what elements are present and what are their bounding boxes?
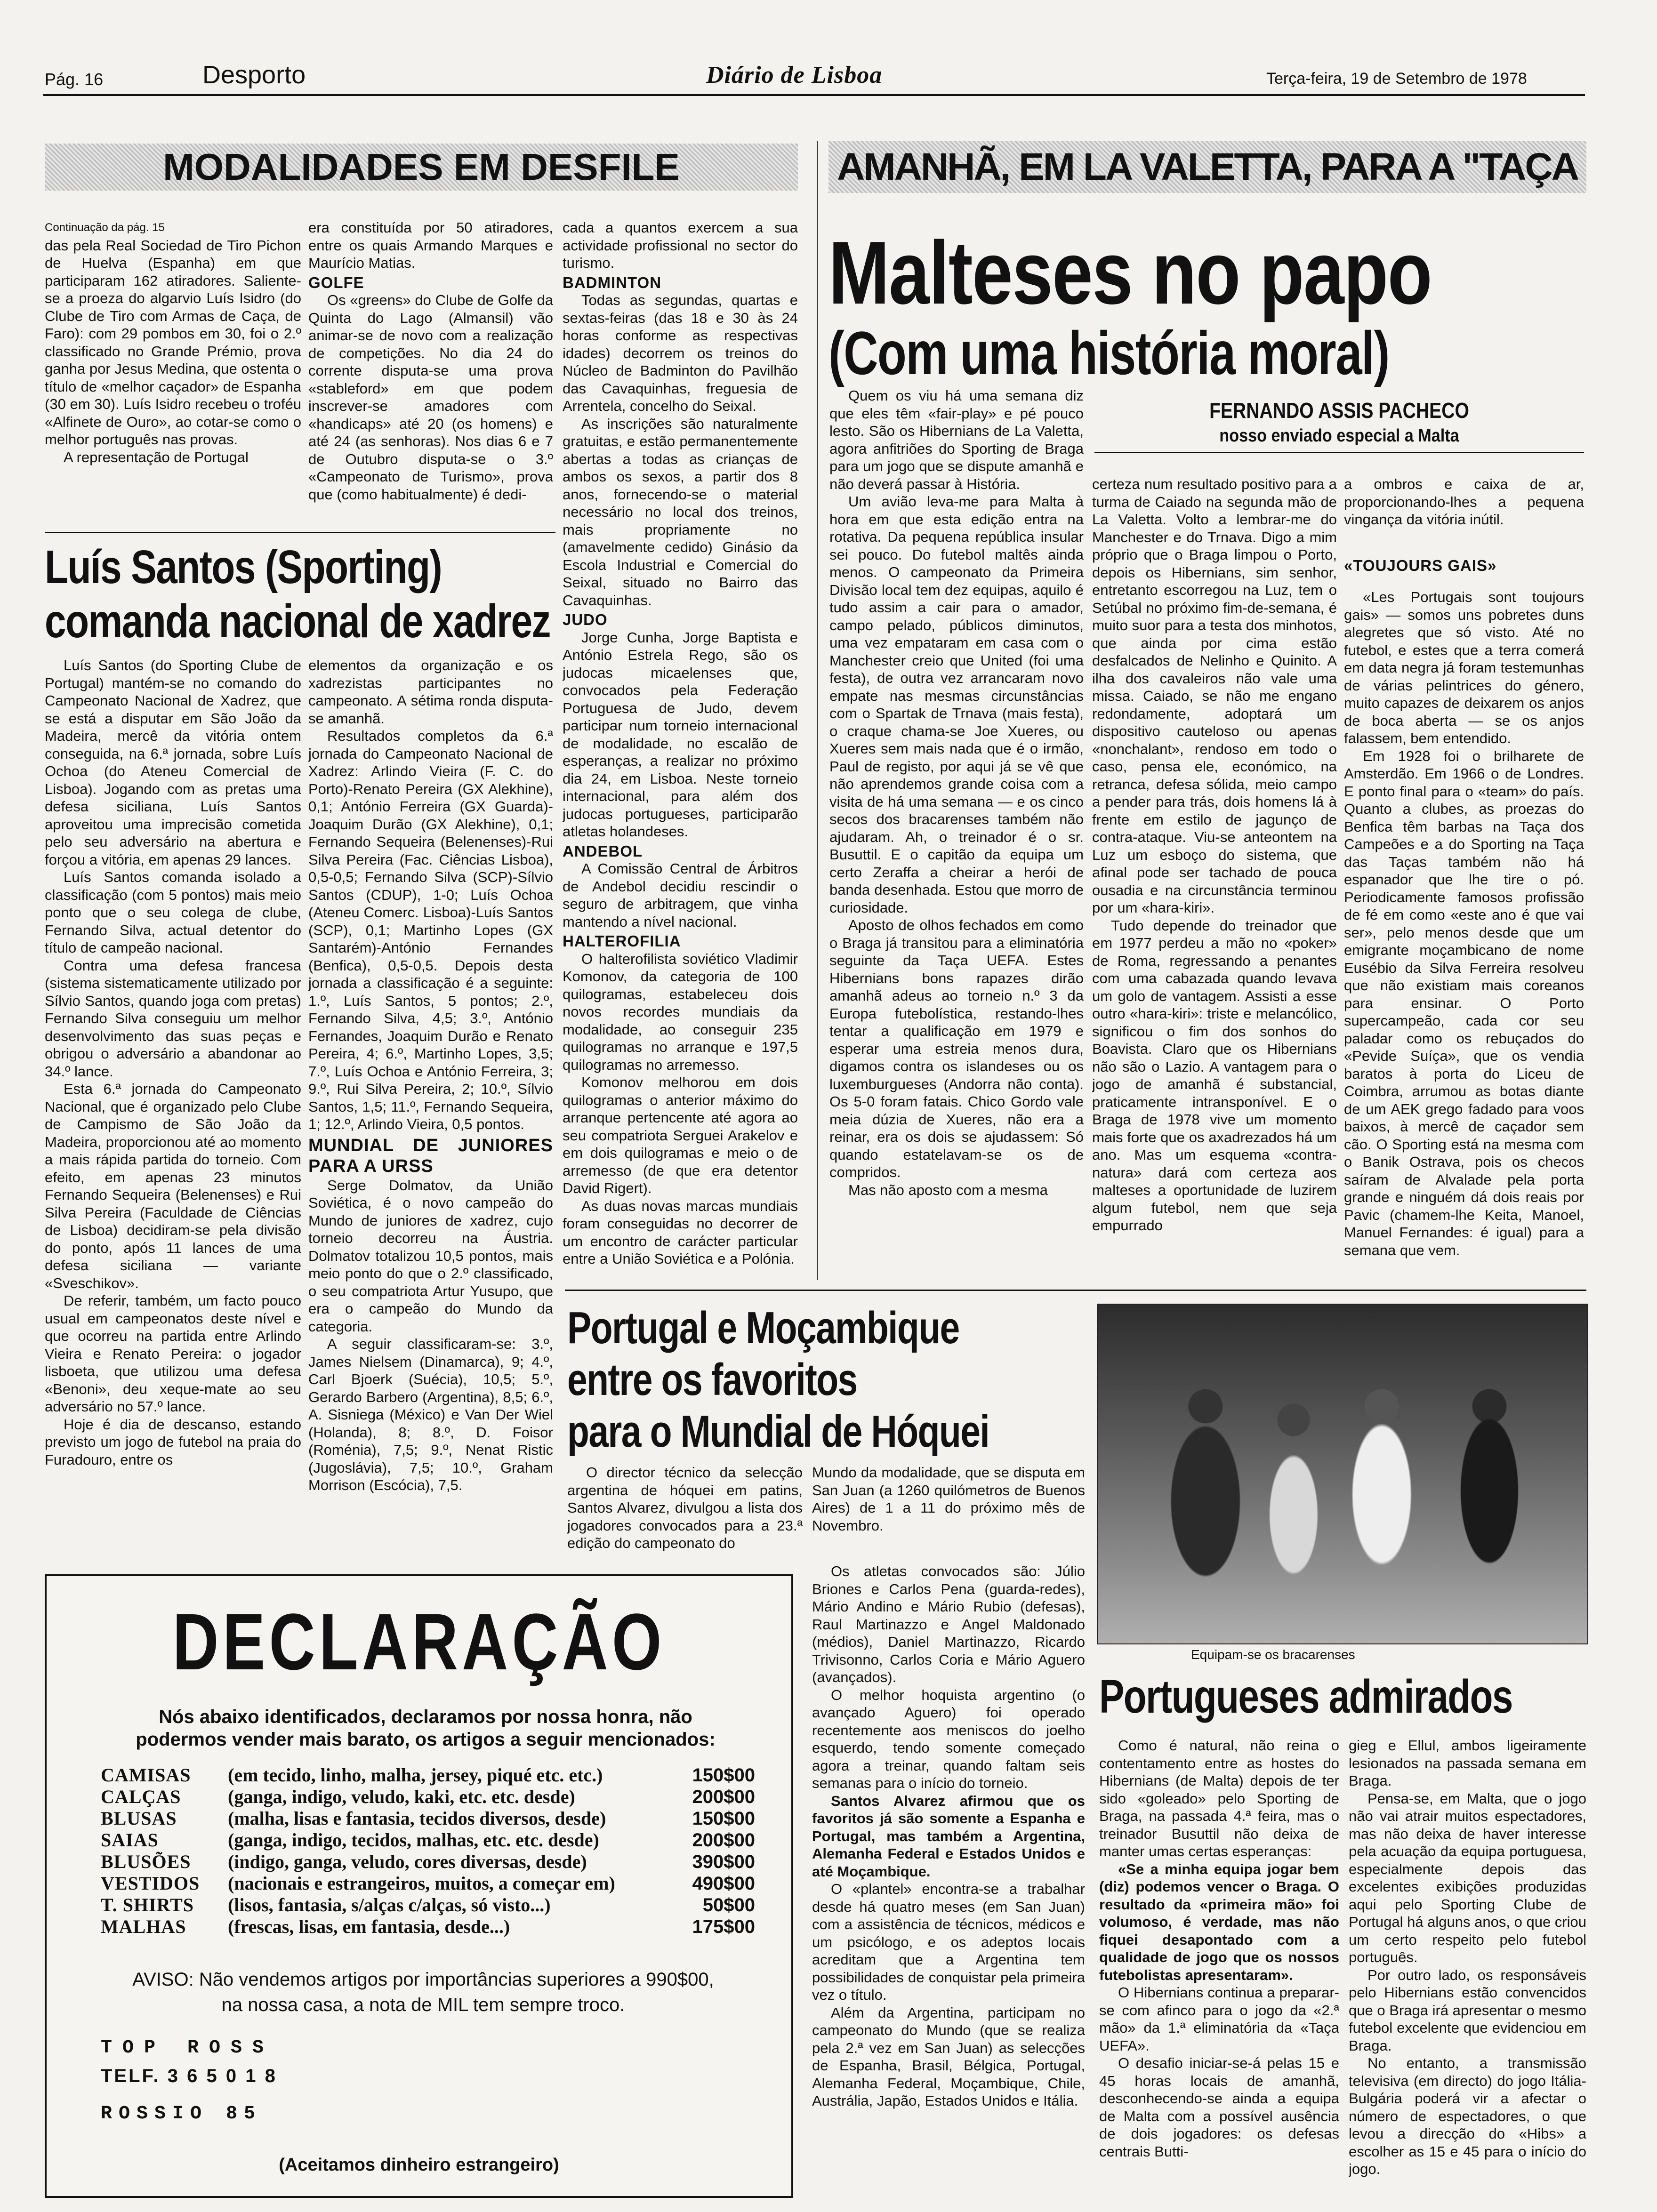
- item-name: SAIAS: [101, 1829, 159, 1851]
- paragraph: «Se a minha equipa jogar bem (diz) podemos vencer o Braga. O resultado da «primeira mão» foi volumoso, é verdade, mas não fiquei desapontado com a qualidade de jogo que os nossos futebolistas apresentaram».: [1099, 1860, 1339, 1983]
- paragraph: Jorge Cunha, Jorge Baptista e António Estrela Rego, são os judocas micaelenses que, convocados pela Federação Portuguesa de Judo, devem participar num torneio internacional de modalidade, no escalão de esperanças, a realizar no próximo dia 24, em Lisboa. Neste torneio internacional, para além dos judocas portugueses, participarão atletas holandeses.: [563, 629, 798, 840]
- paragraph: As inscrições são naturalmente gratuitas, e estão permanentemente abertas a todas as crianças de ambos os sexos, a partir dos 8 anos, fornecendo-se o material necessário no local dos treinos, mais propriamente no (amavelmente cedido) Ginásio da Escola Industrial e Comercial do Seixal, situado no Bairro das Cavaquinhas.: [563, 415, 798, 609]
- ad-price-list: [101, 1764, 769, 1938]
- toujours-gais-title: «TOUJOURS GAIS»: [1344, 556, 1497, 574]
- hoquei-col: [812, 1563, 1085, 2198]
- divider: [565, 1290, 1586, 1291]
- paragraph: Serge Dolmatov, da União Soviética, é o novo campeão do Mundo de juniores de xadrez, cujo torneio decorreu na Áustria. Dolmatov totalizou 10,5 pontos, mais meio ponto do que o 2.º classificado, o seu compatriota Artur Yusupo, que era o campeão do Mundo da categoria.: [308, 1177, 553, 1335]
- photo-caption: Equipam-se os bracarenses: [1191, 1647, 1355, 1662]
- paragraph: das pela Real Sociedad de Tiro Pichon de Huelva (Espanha) em que participaram 162 atiradores. Saliente-se a proeza do algarvio Luís Isidro (do Clube de Tiro com Armas de Caça, de Faro): com 29 pombos em 30, foi o 2.º classificado no Grande Prémio, prova ganha por Jesus Medina, que ostenta o título de «melhor caçador» de Espanha (30 em 30). Luís Isidro recebeu o troféu «Alfinete de Ouro», ao cotar-se como o melhor português nas provas.: [45, 237, 301, 448]
- hoquei-headline-1: Portugal e Moçambique: [567, 1303, 959, 1353]
- paragraph: Quem os viu há uma semana diz que eles têm «fair-play» e pé pouco lesto. São os Hibernians de La Valetta, agora anfitriões do Sporting de Braga para um jogo que se dispute amanhã e não deverá passar à História.: [829, 387, 1084, 492]
- item-name: BLUSAS: [101, 1808, 177, 1829]
- paragraph: Além da Argentina, participam no campeonato do Mundo (que se realiza pela 2.ª vez em San Juan) as selecções de Espanha, Brasil, Bélgica, Portugal, Alemanha Federal, Moçambique, Chile, Austrália, Japão, Estados Unidos e Itália.: [812, 2004, 1085, 2109]
- ad-intro: Nós abaixo identificados, declaramos por nossa honra, não podermos vender mais barato, os artigos a seguir mencionados:: [136, 1707, 716, 1750]
- malta-col2: [1092, 475, 1337, 1280]
- team-photo: [1097, 1304, 1588, 1644]
- item-desc: (indigo, ganga, veludo, cores diversas, desde): [228, 1851, 587, 1872]
- item-desc: (ganga, indigo, veludo, kaki, etc. etc. desde): [228, 1786, 575, 1807]
- masthead: Diário de Lisboa: [706, 62, 883, 88]
- mundial-juniores-title: MUNDIAL DE JUNIORES PARA A URSS: [308, 1135, 553, 1176]
- paragraph: O desafio iniciar-se-á pelas 15 e 45 horas locais de amanhã, desconhecendo-se ainda a equipa de Malta com a possível ausência de dois jogadores: os defesas centrais Butti-: [1099, 2055, 1339, 2160]
- xadrez-col1: [45, 657, 301, 1570]
- paragraph: era constituída por 50 atiradores, entre os quais Armando Marques e Maurício Matias.: [308, 219, 553, 271]
- paragraph: Mas não aposto com a mesma: [848, 1181, 1048, 1198]
- hoquei-lead-col1: [567, 1464, 803, 1563]
- judo-title: JUDO: [563, 611, 608, 628]
- paragraph: O halterofilista soviético Vladimir Komonov, da categoria de 100 quilogramas, estabeleceu dois novos recordes mundiais da modalidade, ao conseguir 235 quilogramas no arranque e 197,5 quilogramas no arremesso.: [563, 950, 798, 1073]
- paragraph: Os «greens» do Clube de Golfe da Quinta do Lago (Almansil) vão animar-se de novo com a realização de competições. No dia 24 do corrente disputa-se uma prova «stableford» em que podem inscrever-se amadores com «handicaps» até 20 (os homens) e até 24 (as senhoras). Nos dias 6 e 7 de Outubro disputa-se o 3.º «Campeonato de Turismo», prova que (como habitualmente) é dedi-: [308, 292, 553, 503]
- paragraph: Luís Santos (do Sporting Clube de Portugal) mantém-se no comando do Campeonato Nacional de Xadrez, que se está a disputar em São João da Madeira, mercê da vitória ontem conseguida, na 6.ª jornada, sobre Luís Ochoa (do Ateneu Comercial de Lisboa). Jogando com as pretas uma defesa siciliana, Luís Santos aproveitou uma imprecisão cometida pelo seu adversário na abertura e forçou a vitória, em apenas 29 lances.: [45, 657, 301, 868]
- paragraph: «Les Portugais sont toujours gais» — somos uns pobretes duns alegretes que só visto. Até no futebol, e estes que a terra comerá em data negra já foram testemunhas de várias pelintrices do género, muito capazes de deixarem os anjos de boca aberta — se os anjos falassem, bem entendido.: [1344, 589, 1584, 746]
- paragraph: De referir, também, um facto pouco usual em campeonatos deste nível e que ocorreu na partida entre Arlindo Vieira e Renato Pereira: o jogador lisboeta, que utilizou uma defesa «Benoni», deu xeque-mate ao seu adversário no 57.º lance.: [45, 1292, 301, 1415]
- paragraph: Tudo depende do treinador que em 1977 perdeu a mão no «poker» de Roma, regressando a penantes com uma cabazada quando levava um golo de vantagem. Assisti a esse outro «hara-kiri»: triste e melancólico, significou o fim dos sonhos do Boavista. Claro que os Hibernians não são o Lazio. A vantagem para o jogo de amanhã é substancial, praticamente intransponível. E o Braga de 1978 vive um momento mais forte que os axadrezados há um ano. Mas um esquema «contra-natura» dará com certeza aos malteses a oportunidade de luzirem algum futebol, nem que seja empurrado: [1092, 917, 1337, 1234]
- item-desc: (ganga, indigo, tecidos, malhas, etc. etc. desde): [228, 1829, 599, 1851]
- paragraph: Resultados completos da 6.ª jornada do Campeonato Nacional de Xadrez: Arlindo Vieira (F. C. do Porto)-Renato Pereira (GX Alekhine), 0,1; António Ferreira (GX Guarda)-Joaquim Durão (GX Alekhine), 0,1; Fernando Sequeira (Belenenses)-Rui Silva Pereira (Fac. Ciências Lisboa), 0,5-0,5; Fernando Silva (SCP)-Sílvio Santos (CDUP), 1-0; Luís Ochoa (Ateneu Comerc. Lisboa)-Luís Santos (SCP), 0,1; Martinho Lopes (GX Santarém)-António Fernandes (Benfica), 0,5-0,5. Depois desta jornada a classificação é a seguinte: 1.º, Luís Santos, 5 pontos; 2.º, Fernando Silva, 4,5; 3.º, António Fernandes, Joaquim Durão e Renato Pereira, 4; 6.º, Martinho Lopes, 3,5; 7.º, Luís Ochoa e António Ferreira, 3; 9.º, Rui Silva Pereira, 2; 10.º, Sílvio Santos, 1,5; 11.º, Fernando Sequeira, 1; 12.º, Arlindo Vieira, 0,5 pontos.: [308, 728, 553, 1132]
- xadrez-headline-2: comanda nacional de xadrez: [45, 595, 550, 648]
- item-desc: (malha, lisas e fantasia, tecidos diversos, desde): [228, 1808, 606, 1829]
- paragraph: elementos da organização e os xadrezistas participantes no campeonato. A sétima ronda disputa-se amanhã.: [308, 657, 553, 727]
- ad-phone: TELF. 3 6 5 0 1 8: [101, 2066, 277, 2086]
- portugueses-col2: [1349, 1737, 1586, 2203]
- ad-item: [101, 1764, 769, 1786]
- hoquei-headline-3: para o Mundial de Hóquei: [567, 1406, 989, 1457]
- modalidades-col1: [45, 219, 301, 529]
- ad-address: ROSSIO 85: [101, 2103, 262, 2124]
- modalidades-banner: MODALIDADES EM DESFILE: [45, 144, 798, 191]
- item-name: CAMISAS: [101, 1764, 191, 1786]
- paragraph: Komonov melhorou em dois quilogramas o anterior máximo do arranque pertencente até agora ao seu compatriota Serguei Arakelov e em dois quilogramas e meio o de arremesso (de que era detentor David Rigert).: [563, 1074, 798, 1196]
- continuation-note: Continuação da pág. 15: [45, 221, 165, 234]
- paragraph: Pensa-se, em Malta, que o jogo não vai atrair muitos espectadores, mas não deixa de haver interesse pela acuação da equipa portuguesa, especialmente depois das excelentes exibições produzidas aqui pelo Sporting Clube de Portugal há alguns anos, o que criou um certo respeito pelo futebol português.: [1349, 1790, 1586, 1965]
- item-name: T. SHIRTS: [101, 1894, 194, 1915]
- column-divider: [817, 141, 818, 1280]
- paragraph: A representação de Portugal: [64, 449, 249, 465]
- ad-aviso: AVISO: Não vendemos artigos por importâncias superiores a 990$00, na nossa casa, a nota de MIL tem sempre troco.: [132, 1969, 714, 2015]
- ad-item: [101, 1829, 769, 1851]
- ad-item: [101, 1808, 769, 1829]
- paragraph: Em 1928 foi o brilharete de Amsterdão. Em 1966 o de Londres. E ponto final para o «team» do país. Quanto a clubes, as proezas do Benfica têm barbas na Taça dos Campeões e a do Sporting na Taça das Taças também não há espanador que lhe tire o pó. Periodicamente famosos profissão de fé em como «este ano é que vai ser», pelo menos desde que um emigrante moçambicano de nome Eusébio da Silva Ferreira resolveu que não existiam mais coreanos para ensinar. O Porto supercampeão, cada cor seu paladar como os rebuçados do «Pevide Suíça», que os vendia baratos à porta do Liceu de Coimbra, arrumou as botas diante de um AEK grego fadado para voos baixos, à mercê de caçador sem cão. O Sporting está na mesma com o Banik Ostrava, pois os checos saíram de Alvalade pela porta grande e ninguém dá dois reais por Pavic (chamem-lhe Keita, Manoel, Manuel Fernandes: é igual) para a semana que vem.: [1344, 747, 1584, 1258]
- divider: [45, 532, 555, 533]
- modalidades-col3: [563, 219, 798, 1287]
- paragraph: a ombros e caixa de ar, proporcionando-lhes a pequena vingança da vitória inútil.: [1344, 476, 1584, 528]
- ad-title: DECLARAÇÃO: [172, 1597, 666, 1687]
- byline-sub: nosso enviado especial a Malta: [1219, 426, 1459, 446]
- paragraph: cada a quantos exercem a sua actividade profissional no sector do turismo.: [563, 219, 798, 271]
- item-desc: (nacionais e estrangeiros, muitos, a começar em): [228, 1873, 615, 1894]
- paragraph: Como é natural, não reina o contentamento entre as hostes do Hibernians (de Malta) depois de ter sido «goleado» pelo Sporting de Braga, na passada 4.ª feira, mas o treinador Busuttil não deixa de manter umas certas esperanças:: [1099, 1737, 1339, 1859]
- ad-item: [101, 1873, 769, 1894]
- item-price: 390$00: [692, 1851, 755, 1872]
- item-price: 150$00: [692, 1765, 755, 1786]
- golfe-title: GOLFE: [308, 273, 364, 291]
- paragraph: O «plantel» encontra-se a trabalhar desde há quatro meses (em San Juan) com a assistência de técnicos, médicos e um psicólogo, e os adeptos locais acreditam que a Argentina tem possibilidades de conquistar pela primeira vez o título.: [812, 1881, 1085, 2003]
- malta-headline-1: Malteses no papo: [828, 223, 1432, 323]
- item-price: 200$00: [692, 1787, 755, 1807]
- badminton-title: BADMINTON: [563, 273, 662, 291]
- section-name: Desporto: [202, 61, 306, 89]
- item-price: 50$00: [702, 1895, 755, 1915]
- paragraph: gieg e Ellul, ambos ligeiramente lesionados na passada semana em Braga.: [1349, 1737, 1586, 1789]
- item-price: 490$00: [692, 1873, 755, 1894]
- paragraph: O Hibernians continua a preparar-se com afinco para o jogo da «2.ª mão» da 1.ª eliminatória da «Taça UEFA».: [1099, 1984, 1339, 2054]
- item-price: 175$00: [692, 1916, 755, 1937]
- portugueses-col1: [1099, 1737, 1339, 2203]
- xadrez-headline-1: Luís Santos (Sporting): [45, 541, 442, 593]
- byline: FERNANDO ASSIS PACHECO: [1209, 398, 1469, 423]
- item-name: MALHAS: [101, 1916, 186, 1937]
- paragraph: O director técnico da selecção argentina de hóquei em patins, Santos Alvarez, divulgou a lista dos jogadores convocados para a 23.ª edição do campeonato do: [567, 1464, 803, 1551]
- paragraph: Todas as segundas, quartas e sextas-feiras (das 18 e 30 às 24 horas conforme as respectivas idades) decorrem os treinos do Núcleo de Badminton do Pavilhão das Cavaquinhas, freguesia de Arrentela, concelho do Seixal.: [563, 292, 798, 414]
- paragraph: Aposto de olhos fechados em como o Braga já transitou para a eliminatória seguinte da Taça UEFA. Estes Hibernians bons rapazes dirão amanhã adeus ao torneio n.º 3 da Europa futebolística, restando-lhes tentar a qualificação em 1979 e esperar uma estreia menos dura, digamos contra os islandeses ou os luxemburgueses (Andorra não conta). Os 5-0 foram fatais. Chico Gordo vale meia dúzia de Xueres, não era a reinar, era os dois se ajudassem: Só quando estatelavam-se os de compridos.: [829, 917, 1084, 1180]
- ad-item: [101, 1916, 769, 1938]
- andebol-title: ANDEBOL: [563, 842, 643, 860]
- malta-banner: AMANHÃ, EM LA VALETTA, PARA A "TAÇA: [828, 141, 1586, 193]
- item-desc: (frescas, lisas, em fantasia, desde...): [228, 1916, 510, 1937]
- item-name: CALÇAS: [101, 1786, 181, 1807]
- item-desc: (em tecido, linho, malha, jersey, piqué etc. etc.): [228, 1764, 603, 1786]
- header-rule: [43, 94, 1585, 96]
- paragraph: A Comissão Central de Árbitros de Andebol decidiu rescindir o seguro de arbitragem, que vinha mantendo a nível nacional.: [563, 860, 798, 930]
- paragraph: Um avião leva-me para Malta à hora em que esta edição entra na rotativa. Da pequena república insular sei pouco. Do futebol maltês ainda menos. O campeonato da Primeira Divisão local tem dez equipas, aquilo é tudo assim a cair para o amador, campo pelado, públicos diminutos, uma vez empataram em casa com o Manchester creio que United (foi uma festa), de outra vez arrancaram novo empate nas mesmas circunstâncias com o Spartak de Trnava (mais festa), o craque chama-se Joe Xueres, ou Xueres sem mais nada que é o irmão, Paul de registo, por aqui já se vê que não aprendemos grande coisa com a visita de há uma semana — e os cinco secos dos bracarenses também não ajudaram. Ah, o treinador é o sr. Busuttil. E o capitão da equipa um certo Zeraffa a cheirar a herói de banda desenhada. Estou que morro de curiosidade.: [829, 493, 1084, 916]
- hoquei-headline-2: entre os favoritos: [567, 1354, 857, 1405]
- ad-item: [101, 1894, 769, 1916]
- xadrez-col2: [308, 657, 553, 1570]
- ad-item: [101, 1851, 769, 1873]
- paragraph: Santos Alvarez afirmou que os favoritos já são somente a Espanha e Portugal, mas também a Argentina, Alemanha Federal e Estados Unidos e até Moçambique.: [812, 1792, 1085, 1880]
- malta-col3: [1344, 475, 1584, 1280]
- ad-shop-name: TOP ROSS: [101, 2037, 274, 2059]
- issue-date: Terça-feira, 19 de Setembro de 1978: [1266, 70, 1527, 88]
- byline-rule: [1094, 452, 1584, 453]
- ad-footer: (Aceitamos dinheiro estrangeiro): [279, 2155, 559, 2175]
- paragraph: Mundo da modalidade, que se disputa em San Juan (a 1260 quilómetros de Buenos Aires) de 1 a 11 do próximo mês de Novembro.: [812, 1464, 1085, 1534]
- paragraph: Por outro lado, os responsáveis pelo Hibernians estão convencidos que o Braga irá apresentar o mesmo futebol excelente que evidenciou em Braga.: [1349, 1966, 1586, 2054]
- declaracao-ad: [45, 1574, 793, 2198]
- paragraph: Os atletas convocados são: Júlio Briones e Carlos Pena (guarda-redes), Mário Andino e Mário Rubio (defesas), Raul Martinazzo e Angel Maldonado (médios), Daniel Martinazzo, Ricardo Trivisonno, Carlos Coria e Mário Aguero (avançados).: [812, 1563, 1085, 1685]
- portugueses-headline: Portugueses admirados: [1099, 1670, 1512, 1723]
- hoquei-lead-col2: [812, 1464, 1085, 1563]
- malta-col1: [829, 387, 1084, 1281]
- paragraph: certeza num resultado positivo para a turma de Caiado na segunda mão de La Valetta. Volto a lembrar-me do Manchester e do Trnava. Digo a mim próprio que o Braga limpou o Porto, depois os Hibernians, sim senhor, entretanto escorregou na Luz, tem o Setúbal no próximo fim-de-semana, é muito suor para a testa dos minhotos, que ainda por cima estão desfalcados de Nelinho e Quinito. A ilha dos cavaleiros não vale uma missa. Caiado, se não me engano redondamente, adoptará um dispositivo cauteloso ou apenas «nonchalant», rendoso em todo o caso, pensa ele, económico, na retranca, defesa sólida, meio campo a pender para trás, dois homens lá à frente em estilo de jagunço de contra-ataque. Viu-se anteontem na Luz um esboço do sistema, que afinal pode ser tachado de pouca ousadia e na circunstância terminou por um «hara-kiri».: [1092, 476, 1337, 916]
- paragraph: No entanto, a transmissão televisiva (em directo) do jogo Itália-Bulgária poderá vir a afectar o número de espectadores, o que levou a direcção do «Hibs» a escolher as 15 e 45 para o início do jogo.: [1349, 2055, 1586, 2177]
- modalidades-col2: [308, 219, 553, 529]
- item-name: BLUSÕES: [101, 1851, 191, 1872]
- item-price: 150$00: [692, 1808, 755, 1829]
- item-price: 200$00: [692, 1830, 755, 1851]
- paragraph: A seguir classificaram-se: 3.º, James Nielsem (Dinamarca), 9; 4.º, Carl Bjoerk (Suécia), 10,5; 5.º, Gerardo Barbero (Argentina), 8,5; 6.º, A. Sisniega (México) e Van Der Wiel (Holanda), 8; 8.º, D. Foisor (Roménia), 7,5; 9.º, Nenat Ristic (Jugoslávia), 7,5; 10.º, Graham Morrison (Escócia), 7,5.: [308, 1336, 553, 1493]
- page-number: Pág. 16: [45, 70, 104, 89]
- paragraph: Esta 6.ª jornada do Campeonato Nacional, que é organizado pelo Clube de Campismo de São João da Madeira, proporcionou até ao momento a mais rápida partida do torneio. Com efeito, em apenas 23 minutos Fernando Sequeira (Belenenses) e Rui Silva Pereira (Faculdade de Ciências de Lisboa) decidiram-se pela divisão do ponto, após 11 lances de uma defesa siciliana — variante «Sveschikov».: [45, 1081, 301, 1291]
- paragraph: O melhor hoquista argentino (o avançado Aguero) foi operado recentemente aos meniscos do joelho esquerdo, tendo somente começado agora a treinar, quando faltam seis semanas para o início do torneio.: [812, 1686, 1085, 1791]
- paragraph: Hoje é dia de descanso, estando previsto um jogo de futebol na praia do Furadouro, entre os: [45, 1416, 301, 1468]
- malta-headline-2: (Com uma história moral): [828, 319, 1389, 387]
- ad-item: [101, 1786, 769, 1808]
- item-name: VESTIDOS: [101, 1873, 200, 1894]
- paragraph: As duas novas marcas mundiais foram conseguidas no decorrer de um encontro de carácter particular entre a União Soviética e a Polónia.: [563, 1197, 798, 1267]
- item-desc: (lisos, fantasia, s/alças c/alças, só visto...): [228, 1894, 551, 1915]
- paragraph: Luís Santos comanda isolado a classificação (com 5 pontos) mais meio ponto que o seu colega de clube, Fernando Silva, actual detentor do título de campeão nacional.: [45, 869, 301, 956]
- halterofilia-title: HALTEROFILIA: [563, 932, 681, 950]
- paragraph: Contra uma defesa francesa (sistema sistematicamente utilizado por Sílvio Santos, quando joga com pretas) Fernando Silva conseguiu um melhor desenvolvimento das suas peças e obrigou o adversário a abandonar ao 34.º lance.: [45, 957, 301, 1080]
